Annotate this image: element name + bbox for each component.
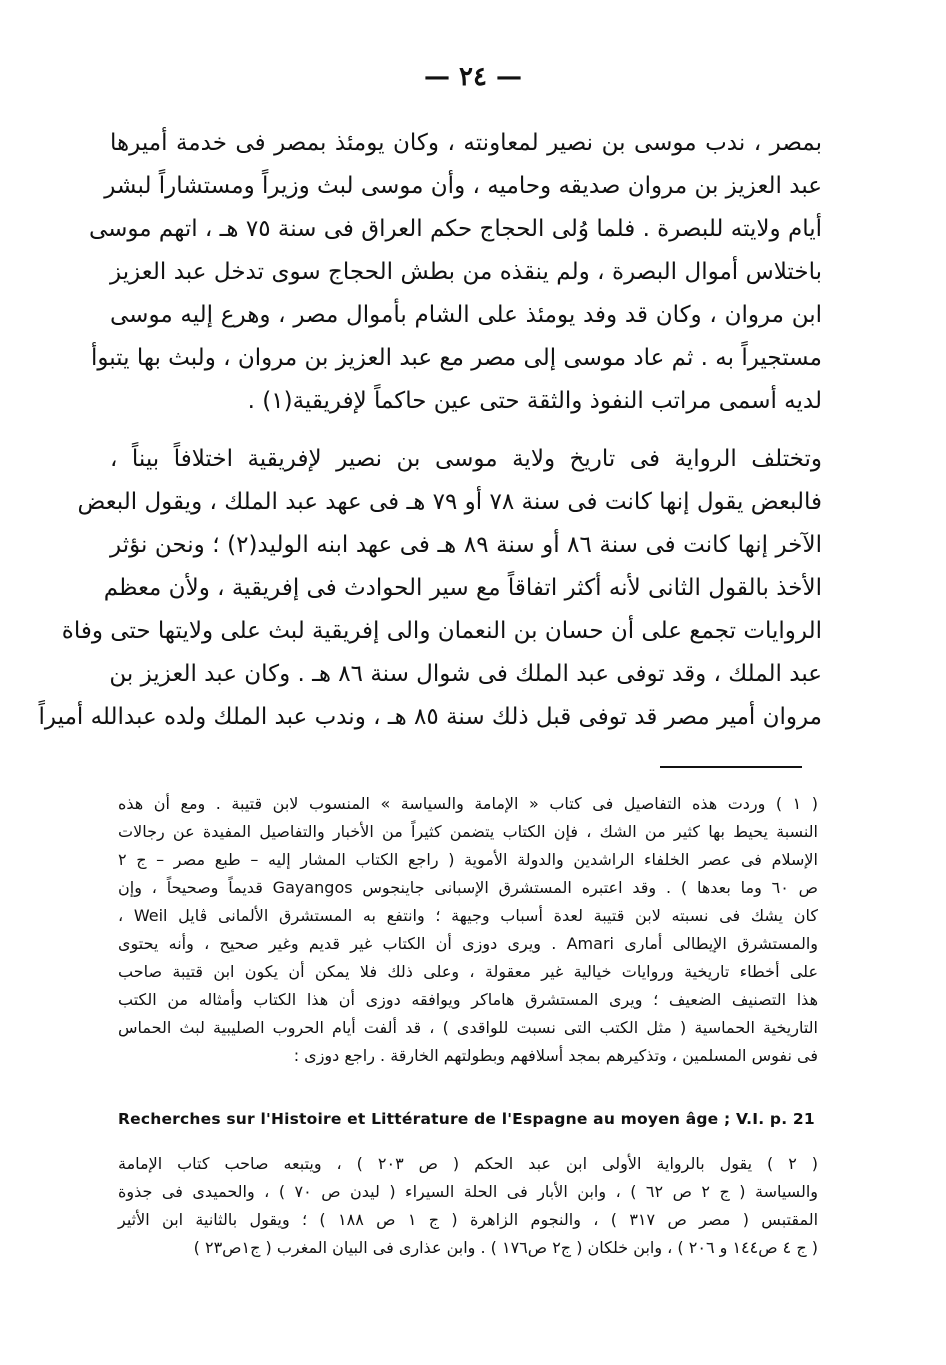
paragraph-line: مروان أمير مصر قد توفى قبل ذلك سنة ٨٥ هـ ، وندب عبد الملك ولده عبدالله أميراً xyxy=(38,704,822,730)
paragraph-line: الأخذ بالقول الثانى لأنه أكثر اتفاقاً مع سير الحوادث فى إفريقية ، ولأن معظم xyxy=(103,575,822,601)
footnote-line: والمستشرق الإيطالى أمارى Amari . ويرى دوزى أن الكتاب غير قديم وغير صحيح ، وأنه يحتوى xyxy=(118,934,819,953)
footnote-1 xyxy=(118,790,818,1070)
paragraph-1 xyxy=(88,122,822,423)
page-number: — ٢٤ — xyxy=(423,62,523,92)
footnote-line: على أخطاء تاريخية وروايات خيالية غير معقولة ، وعلى ذلك فلا يمكن أن يكون ابن قتيبة صاحب xyxy=(118,962,818,981)
footnote-2 xyxy=(118,1150,818,1262)
paragraph-line: بمصر ، ندب موسى بن نصير لمعاونته ، وكان يومئذ بمصر فى خدمة أميرها xyxy=(110,130,822,156)
footnote-line: الإسلام فى عصر الخلفاء الراشدين والدولة الأموية ( راجع الكتاب المشار إليه – طبع مصر – ج ٢ xyxy=(118,850,818,869)
footnote-divider xyxy=(660,766,802,768)
footnote-line: فى نفوس المسلمين ، وتذكيرهم بمجد أسلافهم وبطولتهم الخارقة . راجع دوزى : xyxy=(293,1046,818,1065)
paragraph-line: الروايات تجمع على أن حسان بن النعمان والى إفريقية لبث على ولايتها حتى وفاة xyxy=(61,618,822,644)
footnote-line: المقتبس ( مصر ص ٣١٧ ) ، والنجوم الزاهرة ( ج ١ ص ١٨٨ ) ؛ ويقول بالثانية ابن الأثير xyxy=(118,1210,819,1229)
footnote-line: ( ٢ ) يقول بالرواية الأولى ابن عبد الحكم ( ص ٢٠٣ ) ، ويتبعه صاحب كتاب الإمامة xyxy=(118,1154,819,1173)
paragraph-line: الآخر إنها كانت فى سنة ٨٦ أو سنة ٨٩ هـ فى عهد ابنه الوليد(٢) ؛ ونحن نؤثر xyxy=(110,532,822,558)
footnote-line: النسبة يحيط بها كثير من الشك ، فإن الكتاب يتضمن كثيراً من الأخبار والتفاصيل المفيدة عن رجالات xyxy=(118,822,818,841)
footnote-latin-reference: Recherches sur l'Histoire et Littérature de l'Espagne au moyen âge ; V.I. p. 21 xyxy=(118,1110,815,1128)
paragraph-2 xyxy=(38,438,822,739)
paragraph-line: أيام ولايته للبصرة . فلما وُلى الحجاج حكم العراق فى سنة ٧٥ هـ ، اتهم موسى xyxy=(88,216,822,242)
footnote-line: التاريخية الحماسية ( مثل الكتب التى نسبت للواقدى ) ، قد ألفت أيام الحروب الصليبية لبث الحماس xyxy=(118,1018,818,1037)
paragraph-line: مستجيراً به . ثم عاد موسى إلى مصر مع عبد العزيز بن مروان ، ولبث بها يتبوأ xyxy=(90,345,822,371)
footnote-line: هذا التصنيف الضعيف ؛ ويرى المستشرق هاماكر ويوافقه دوزى أن هذا الكتاب وأمثاله من الكتب xyxy=(118,990,818,1009)
footnote-line: ( ج ٤ ص١٤٤ و ٢٠٦ ) ، وابن خلكان ( ج٢ ص١٧٦ ) . وابن عذارى فى البيان المغرب ( ج١ص٢٣ ) xyxy=(193,1238,818,1257)
paragraph-line: فالبعض يقول إنها كانت فى سنة ٧٨ أو ٧٩ هـ فى عهد عبد الملك ، ويقول البعض xyxy=(77,489,822,515)
footnote-line: ص ٦٠ وما بعدها ) . وقد اعتبره المستشرق الإسبانى جاينجوس Gayangos قديماً وصحيحاً ، وإن xyxy=(118,878,818,897)
paragraph-line: عبد العزيز بن مروان صديقه وحاميه ، وأن موسى لبث وزيراً ومستشاراً لبشر xyxy=(104,173,822,199)
paragraph-line: باختلاس أموال البصرة ، ولم ينقذه من بطش الحجاج سوى تدخل عبد العزيز xyxy=(110,259,822,285)
paragraph-line: عبد الملك ، وقد توفى عبد الملك فى شوال سنة ٨٦ هـ . وكان عبد العزيز بن xyxy=(109,661,822,687)
footnote-line: كان يشك فى نسبته لابن قتيبة لعدة أسباب وجيهة ؛ وانتفع به المستشرق الألمانى ڤايل Weil ، xyxy=(118,906,818,925)
paragraph-line: لديه أسمى مراتب النفوذ والثقة حتى عين حاكماً لإفريقية(١) . xyxy=(247,388,822,414)
paragraph-line: ابن مروان ، وكان قد وفد يومئذ على الشام بأموال مصر ، وهرع إليه موسى xyxy=(110,302,822,328)
footnote-line: ( ١ ) وردت هذه التفاصيل فى كتاب « الإمامة والسياسة » المنسوب لابن قتيبة . ومع أن هذه xyxy=(118,794,819,813)
paragraph-line: وتختلف الرواية فى تاريخ ولاية موسى بن نصير لإفريقية اختلافاً بيناً ، xyxy=(110,446,822,472)
footnote-line: والسياسة ( ج ٢ ص ٦٢ ) ، وابن الأبار فى الحلة السيراء ( ليدن ص ٧٠ ) ، والحميدى فى جذوة xyxy=(118,1182,818,1201)
